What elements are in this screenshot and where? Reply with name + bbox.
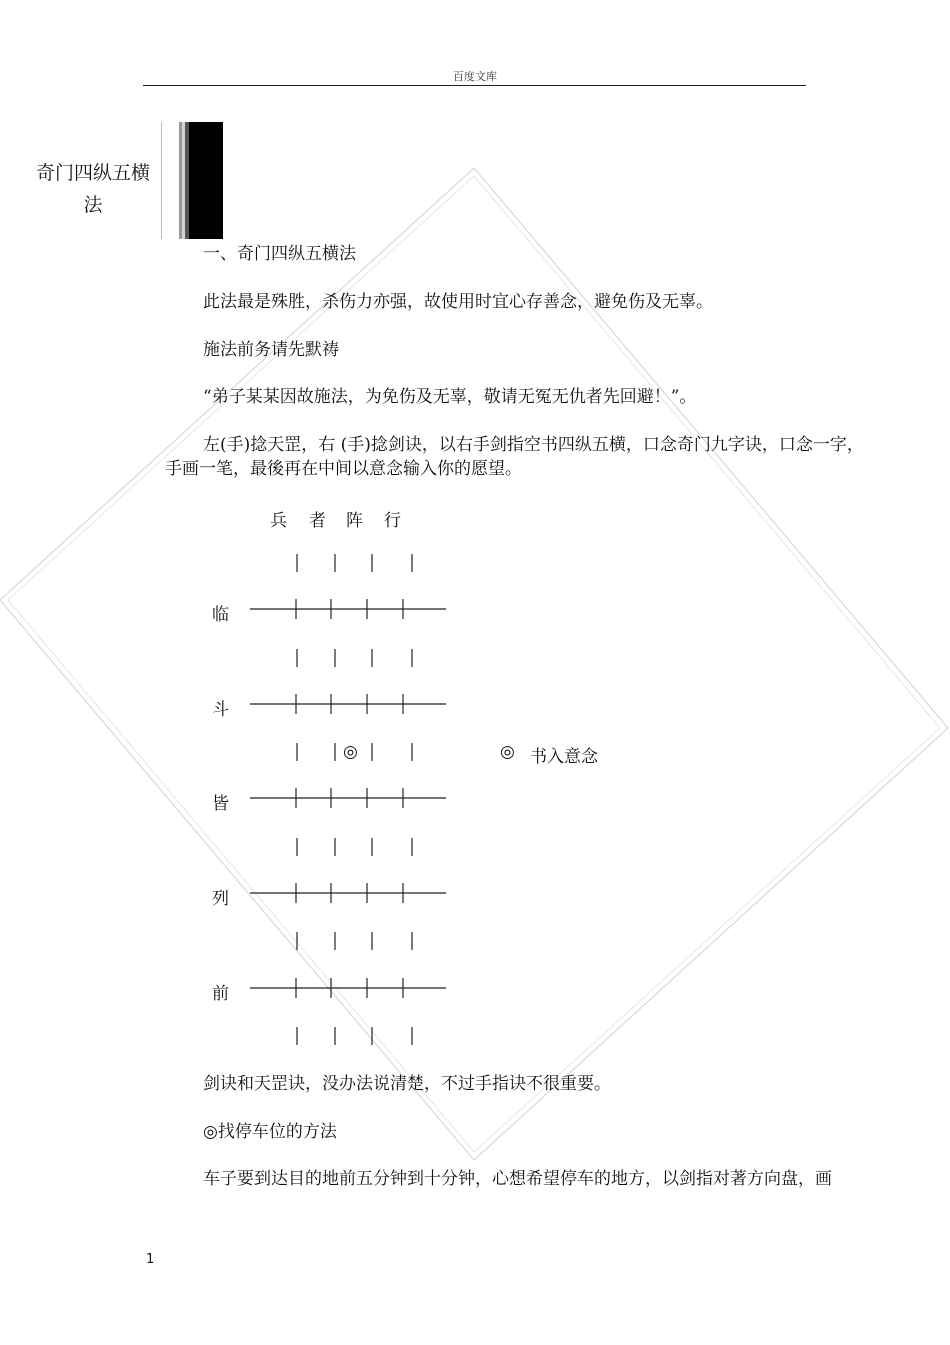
- column-label-1: 兵: [270, 511, 287, 531]
- column-label-4: 行: [384, 511, 401, 531]
- paragraph-7: 车子要到达目的地前五分钟到十分钟，心想希望停车的地方，以剑指对著方向盘，画: [203, 1169, 832, 1189]
- side-title-line2: 法: [83, 194, 103, 216]
- row-label-5: 前: [212, 984, 229, 1004]
- row-label-4: 列: [212, 889, 229, 909]
- center-mark: ◎: [343, 742, 358, 762]
- column-label-3: 阵: [346, 511, 363, 531]
- side-title-line1: 奇门四纵五横: [35, 162, 150, 184]
- paragraph-1: 此法最是殊胜，杀伤力亦强，故使用时宜心存善念，避免伤及无辜。: [203, 292, 713, 312]
- section-heading: 一、奇门四纵五横法: [203, 244, 356, 264]
- row-label-1: 临: [212, 605, 229, 625]
- legend-text: 书入意念: [530, 747, 598, 767]
- page-number: 1: [146, 1252, 155, 1267]
- row-label-3: 皆: [212, 794, 229, 814]
- legend-mark: ◎: [500, 742, 515, 762]
- paragraph-2: 施法前务请先默祷: [203, 340, 339, 360]
- header-site-name: 百度文库: [453, 70, 497, 83]
- row-label-2: 斗: [212, 700, 229, 720]
- paragraph-4: 左(手)捻天罡，右 (手)捻剑诀，以右手剑指空书四纵五横，口念奇门九字诀，口念一字，手画一笔，最後再在中间以意念输入你的愿望。: [165, 435, 864, 479]
- column-label-2: 者: [309, 511, 326, 531]
- paragraph-6: ◎找停车位的方法: [203, 1122, 337, 1142]
- paragraph-5: 剑诀和天罡诀，没办法说清楚，不过手指诀不很重要。: [203, 1074, 611, 1094]
- paragraph-3: “弟子某某因故施法，为免伤及无辜，敬请无冤无仇者先回避！”。: [203, 387, 697, 407]
